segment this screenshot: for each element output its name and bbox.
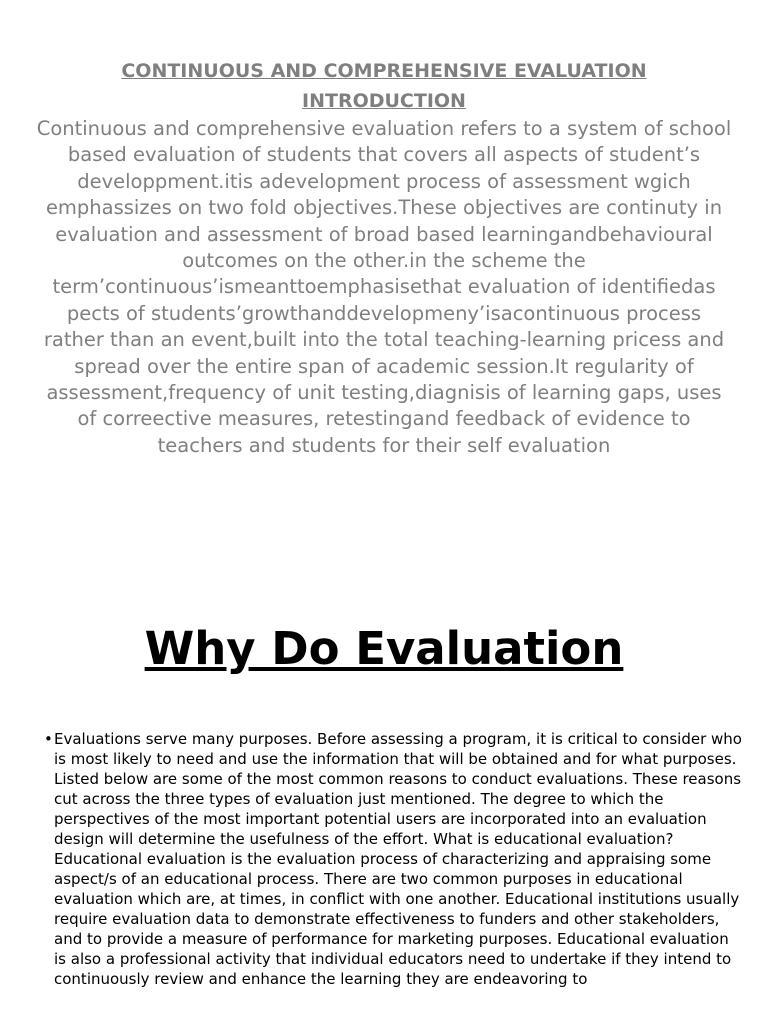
evaluation-bullet-paragraph xyxy=(44,729,744,989)
bullet-icon: • xyxy=(44,730,53,748)
why-do-evaluation-title: Why Do Evaluation xyxy=(144,622,624,675)
bullet-text: Evaluations serve many purposes. Before assessing a program, it is critical to consider who is most likely to need and use the information that will be obtained and for what purposes. Listed below are some of the most common reasons to conduct evaluations. These reasons cut across the three types of evaluation just mentioned. The degree to which the perspectives of the most important potential users are incorporated into an evaluation design will determine the usefulness of the effort. What is educational evaluation? Educational evaluation is the evaluation process of characterizing and appraising some aspect/s of an educational process. There are two common purposes in educational evaluation which are, at times, in conflict with one another. Educational institutions usually require evaluation data to demonstrate effectiveness to funders and other stakeholders, and to provide a measure of performance for marketing purposes. Educational evaluation is also a professional activity that individual educators need to undertake if they intend to continuously review and enhance the learning they are endeavoring to xyxy=(54,730,742,988)
slide-heading-line-2: INTRODUCTION xyxy=(302,90,466,112)
introduction-slide xyxy=(34,56,734,459)
slide-heading-line-1: CONTINUOUS AND COMPREHENSIVE EVALUATION xyxy=(121,60,647,82)
introduction-paragraph: Continuous and comprehensive evaluation refers to a system of school based evaluation of students that covers all aspects of student’s developpment.itis adevelopment process of assessment wgich emphassizes on two fold objectives.These objectives are continuty in evaluation and assessment of broad based learningandbehavioural outcomes on the other.in the scheme the term’continuous’ismeanttoemphasisethat evaluation of identifiedas pects of students’growthanddevelopmeny’isacontinuous process rather than an event,built into the total teaching-learning pricess and spread over the entire span of academic session.It regularity of assessment,frequency of unit testing,diagnisis of learning gaps, uses of correective measures, retestingand feedback of evidence to teachers and students for their self evaluation xyxy=(36,117,732,457)
